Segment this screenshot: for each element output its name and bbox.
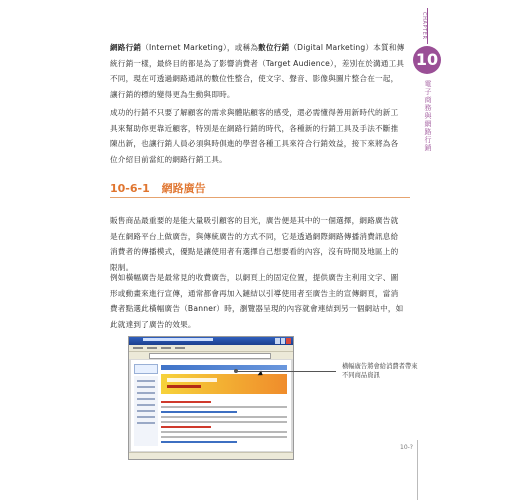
chapter-line — [427, 8, 428, 44]
page-number: 10-? — [400, 444, 413, 451]
callout-leader-line — [236, 371, 336, 372]
chapter-title: 電子商務與網路行銷 — [424, 80, 432, 152]
banner-ad — [161, 374, 287, 394]
site-sidebar — [134, 376, 158, 446]
bold-term: 數位行銷 — [258, 43, 290, 52]
paragraph-banner-ads: 例如橫幅廣告是最常見的收費廣告，以網頁上的固定位置，提供廣告主利用文字、圖形或動畫來進行宣傳，通常都會再加入鏈結以引導使用者至廣告主的宣傳網頁，當消費者點選此橫幅廣告（Banner）時，瀏覽器呈現的內容就會連結到另一個網站中，如此就達到了廣告的效果。 — [110, 273, 404, 329]
chapter-number-badge: 10 — [413, 46, 441, 74]
browser-titlebar — [129, 337, 293, 345]
browser-content — [131, 360, 291, 451]
browser-screenshot-figure — [128, 336, 294, 460]
section-title-text: 網路廣告 — [161, 182, 206, 195]
section-heading — [110, 180, 206, 196]
bold-term: 網路行銷 — [110, 43, 142, 52]
section-number: 10-6-1 — [110, 182, 150, 195]
paragraph-marketing-tools: 成功的行銷不只要了解顧客的需求與體貼顧客的感受，還必需懂得善用新時代的新工具來幫助你更靠近顧客，特別是在網路行銷的時代，各種新的行銷工具及手法不斷推陳出新，也讓行銷人員必須與時俱進的學習各種工具來符合行銷效益，接下來將為各位介紹目前當紅的網路行銷工具。 — [110, 108, 399, 164]
paragraph-run: （Internet Marketing），或稱為 — [141, 43, 259, 52]
paragraph-online-ads: 販售商品最重要的是能大量吸引顧客的目光，廣告便是其中的一個選擇，網路廣告就是在網路平台上做廣告，與傳統廣告的方式不同，它是透過網際網路傳播消費訊息給消費者的傳播模式，優點是讓使用者有選擇自己想要看的內容，沒有時間及地區上的限制。 — [110, 216, 399, 272]
section-rule — [110, 197, 410, 198]
figure-callout: 橫幅廣告將會給消費者帶來不同商品資訊 — [342, 363, 418, 379]
browser-statusbar — [129, 452, 293, 459]
browser-address-bar — [129, 351, 293, 359]
paragraph-internet-marketing — [110, 40, 406, 102]
site-nav — [161, 365, 287, 370]
site-logo — [134, 364, 158, 374]
paragraph-run: （Digital Marketing）本質和傳統行銷一樣，最終目的都是為了影響消費者（Target Audience），差別在於溝通工具不同，現在可透過網路通訊的數位性整合，使文字、聲音、影像與圖片整合在一起，讓行銷的標的變得更為生動與即時。 — [110, 43, 405, 99]
site-content-lines — [161, 398, 287, 446]
chapter-word: CHAPTER — [421, 12, 427, 40]
page-margin-line — [417, 440, 418, 500]
